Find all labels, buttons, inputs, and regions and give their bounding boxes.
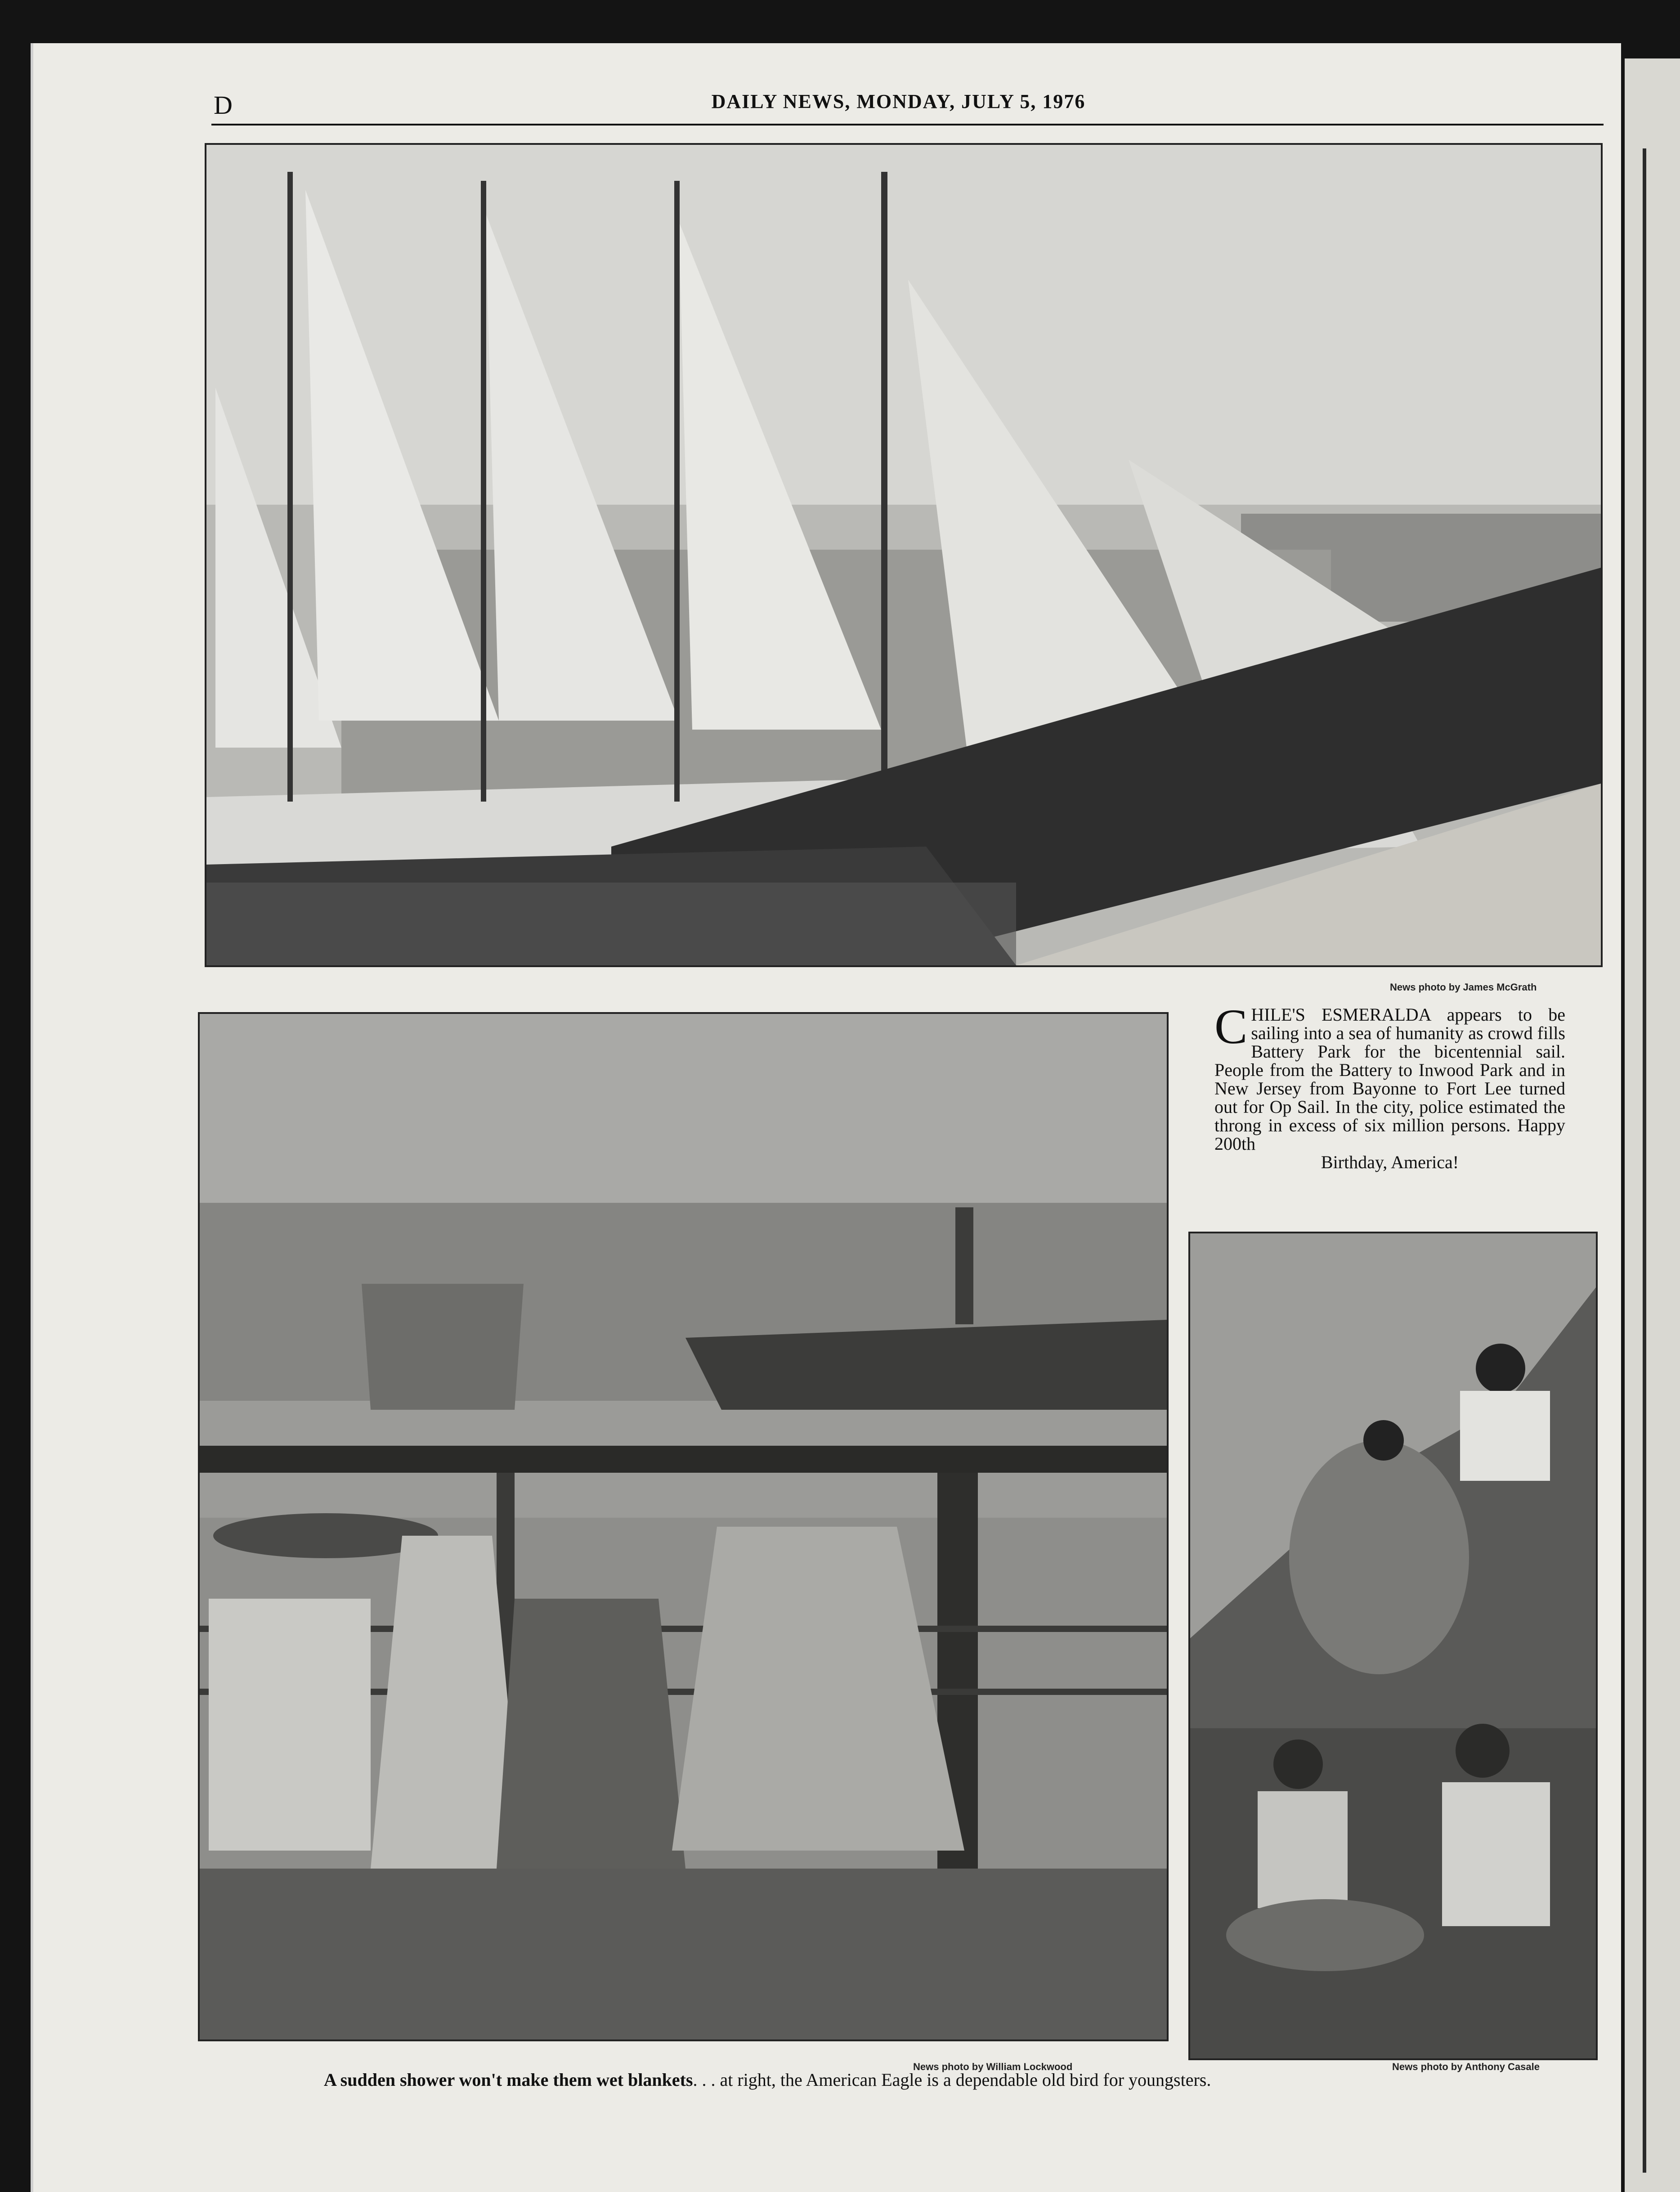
dateline: DAILY NEWS, MONDAY, JULY 5, 1976 [711,90,1086,112]
caption-rest: . . . at right, the American Eagle is a dependable old bird for youngsters. [693,2070,1211,2090]
caption-closing: Birthday, America! [1321,1152,1459,1172]
section-letter: D [214,90,233,120]
esmeralda-photo [205,143,1603,967]
feature-caption [1214,999,1565,1172]
caption-lead: A sudden shower won't make them wet blankets [324,2070,693,2090]
american-eagle-photo [1188,1232,1598,2060]
photo-credit: News photo by William Lockwood [913,2061,1073,2072]
bottom-caption [324,2069,1516,2090]
rain-shower-photo [198,1012,1169,2041]
photo-credit: News photo by Anthony Casale [1392,2061,1540,2072]
adjacent-page-edge [1625,58,1680,2192]
drop-cap: C [1214,999,1248,1054]
column-rule [1643,148,1646,2173]
masthead-rule [211,124,1604,126]
caption-text: HILE'S ESMERALDA appears to be sailing into a sea of humanity as crowd fills Battery Park for the bicentennial sail. People from the Battery to Inwood Park and in New Jersey from Bayonne to Fort Lee turned out for Op Sail. In the city, police estimated the throng in excess of six million persons. Happy 200th [1214,1004,1565,1154]
masthead [187,90,1610,120]
photo-credit: News photo by James McGrath [1390,982,1537,993]
